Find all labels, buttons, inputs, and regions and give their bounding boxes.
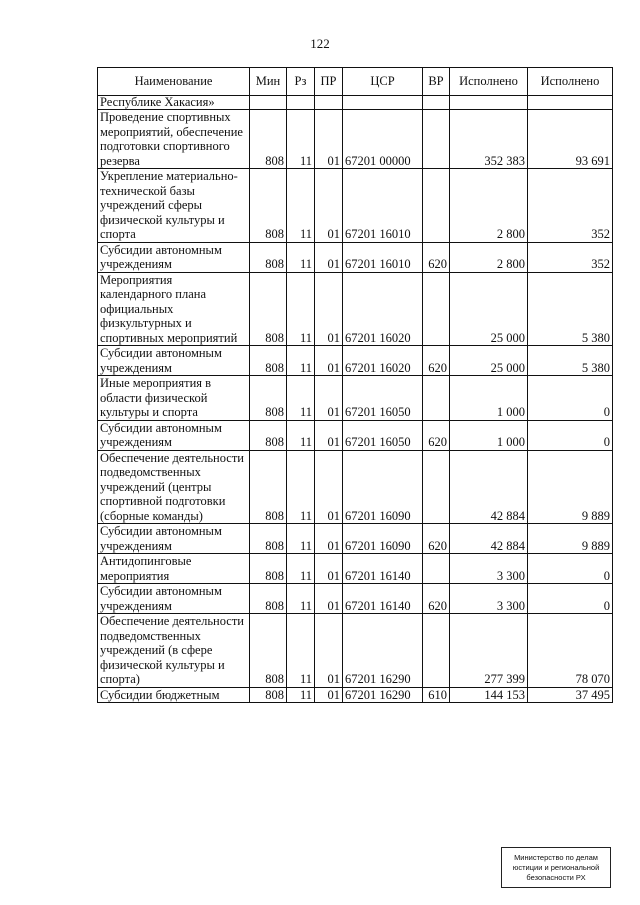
row-section: 11 <box>287 272 315 346</box>
row-section: 11 <box>287 450 315 524</box>
row-subsection: 01 <box>315 524 343 554</box>
row-name: Субсидии автономным учреждениям <box>98 346 250 376</box>
stamp-line: Министерство по делам <box>514 853 598 862</box>
row-expense-type: 610 <box>423 687 450 703</box>
table-row <box>98 584 613 614</box>
column-header: Рз <box>287 68 315 96</box>
row-section: 11 <box>287 420 315 450</box>
row-subsection: 01 <box>315 346 343 376</box>
row-executed-1: 42 884 <box>450 524 528 554</box>
budget-table <box>97 67 613 703</box>
row-executed-1: 2 800 <box>450 242 528 272</box>
row-target-article: 67201 16050 <box>343 376 423 421</box>
row-expense-type: 620 <box>423 584 450 614</box>
table-row <box>98 524 613 554</box>
row-executed-2: 78 070 <box>528 614 613 688</box>
table-row <box>98 169 613 243</box>
table-row <box>98 110 613 169</box>
stamp-line: безопасности РХ <box>526 873 586 882</box>
row-section: 11 <box>287 524 315 554</box>
row-name: Иные мероприятия в области физической культуры и спорта <box>98 376 250 421</box>
row-subsection: 01 <box>315 584 343 614</box>
row-name: Укрепление материально-технической базы учреждений сферы физической культуры и спорта <box>98 169 250 243</box>
table-row <box>98 346 613 376</box>
row-ministry: 808 <box>250 524 287 554</box>
row-subsection: 01 <box>315 272 343 346</box>
row-executed-2: 5 380 <box>528 272 613 346</box>
row-name: Субсидии автономным учреждениям <box>98 420 250 450</box>
row-expense-type: 620 <box>423 420 450 450</box>
row-ministry: 808 <box>250 450 287 524</box>
row-executed-1: 352 383 <box>450 110 528 169</box>
row-executed-2: 352 <box>528 169 613 243</box>
row-name: Проведение спортивных мероприятий, обеспечение подготовки спортивного резерва <box>98 110 250 169</box>
row-target-article: 67201 16050 <box>343 420 423 450</box>
row-ministry: 808 <box>250 420 287 450</box>
row-section: 11 <box>287 376 315 421</box>
row-name: Субсидии бюджетным <box>98 687 250 703</box>
column-header: ПР <box>315 68 343 96</box>
continuation-text: Республике Хакасия» <box>98 96 250 110</box>
row-ministry: 808 <box>250 272 287 346</box>
table-row <box>98 450 613 524</box>
row-target-article: 67201 16140 <box>343 584 423 614</box>
row-name: Субсидии автономным учреждениям <box>98 584 250 614</box>
row-target-article: 67201 16090 <box>343 450 423 524</box>
row-section: 11 <box>287 687 315 703</box>
row-subsection: 01 <box>315 420 343 450</box>
row-expense-type: 620 <box>423 524 450 554</box>
table-row <box>98 376 613 421</box>
row-subsection: 01 <box>315 554 343 584</box>
table-row <box>98 687 613 703</box>
row-executed-1: 42 884 <box>450 450 528 524</box>
row-executed-1: 1 000 <box>450 420 528 450</box>
row-section: 11 <box>287 554 315 584</box>
row-expense-type <box>423 169 450 243</box>
row-expense-type: 620 <box>423 242 450 272</box>
row-target-article: 67201 16140 <box>343 554 423 584</box>
row-name: Субсидии автономным учреждениям <box>98 524 250 554</box>
row-executed-1: 144 153 <box>450 687 528 703</box>
table-row <box>98 614 613 688</box>
row-executed-1: 2 800 <box>450 169 528 243</box>
row-name: Субсидии автономным учреждениям <box>98 242 250 272</box>
row-target-article: 67201 16090 <box>343 524 423 554</box>
column-header: ЦСР <box>343 68 423 96</box>
row-name: Мероприятия календарного плана официальных физкультурных и спортивных мероприятий <box>98 272 250 346</box>
row-subsection: 01 <box>315 687 343 703</box>
table-header-row <box>98 68 613 96</box>
row-ministry: 808 <box>250 554 287 584</box>
row-expense-type <box>423 450 450 524</box>
row-target-article: 67201 00000 <box>343 110 423 169</box>
row-section: 11 <box>287 614 315 688</box>
row-expense-type <box>423 272 450 346</box>
row-executed-2: 352 <box>528 242 613 272</box>
row-target-article: 67201 16010 <box>343 242 423 272</box>
row-ministry: 808 <box>250 110 287 169</box>
row-subsection: 01 <box>315 376 343 421</box>
row-ministry: 808 <box>250 584 287 614</box>
row-target-article: 67201 16010 <box>343 169 423 243</box>
row-executed-2: 9 889 <box>528 450 613 524</box>
registration-stamp <box>501 847 611 888</box>
row-executed-2: 0 <box>528 376 613 421</box>
row-section: 11 <box>287 584 315 614</box>
row-target-article: 67201 16290 <box>343 614 423 688</box>
row-name: Антидопинговые мероприятия <box>98 554 250 584</box>
row-name: Обеспечение деятельности подведомственных учреждений (в сфере физической культуры и спорта) <box>98 614 250 688</box>
row-section: 11 <box>287 110 315 169</box>
row-executed-2: 0 <box>528 584 613 614</box>
row-subsection: 01 <box>315 242 343 272</box>
row-expense-type <box>423 554 450 584</box>
row-expense-type <box>423 614 450 688</box>
table-row <box>98 242 613 272</box>
row-executed-1: 3 300 <box>450 554 528 584</box>
row-executed-1: 25 000 <box>450 272 528 346</box>
row-subsection: 01 <box>315 614 343 688</box>
row-executed-2: 0 <box>528 420 613 450</box>
stamp-line: юстиции и региональной <box>512 863 600 872</box>
row-executed-2: 9 889 <box>528 524 613 554</box>
column-header: ВР <box>423 68 450 96</box>
row-ministry: 808 <box>250 169 287 243</box>
row-target-article: 67201 16020 <box>343 272 423 346</box>
row-expense-type <box>423 376 450 421</box>
row-subsection: 01 <box>315 169 343 243</box>
row-subsection: 01 <box>315 110 343 169</box>
row-executed-2: 93 691 <box>528 110 613 169</box>
row-section: 11 <box>287 242 315 272</box>
column-header: Исполнено <box>450 68 528 96</box>
column-header: Мин <box>250 68 287 96</box>
row-section: 11 <box>287 169 315 243</box>
row-section: 11 <box>287 346 315 376</box>
row-target-article: 67201 16020 <box>343 346 423 376</box>
row-ministry: 808 <box>250 346 287 376</box>
table-row <box>98 272 613 346</box>
row-executed-1: 1 000 <box>450 376 528 421</box>
row-expense-type: 620 <box>423 346 450 376</box>
row-executed-2: 37 495 <box>528 687 613 703</box>
row-subsection: 01 <box>315 450 343 524</box>
table-row <box>98 554 613 584</box>
row-executed-1: 3 300 <box>450 584 528 614</box>
row-expense-type <box>423 110 450 169</box>
row-target-article: 67201 16290 <box>343 687 423 703</box>
column-header: Наименование <box>98 68 250 96</box>
row-executed-1: 277 399 <box>450 614 528 688</box>
row-ministry: 808 <box>250 614 287 688</box>
table-row <box>98 420 613 450</box>
column-header: Исполнено <box>528 68 613 96</box>
row-executed-2: 5 380 <box>528 346 613 376</box>
row-ministry: 808 <box>250 687 287 703</box>
page-number: 122 <box>310 36 330 51</box>
row-executed-2: 0 <box>528 554 613 584</box>
row-ministry: 808 <box>250 376 287 421</box>
row-executed-1: 25 000 <box>450 346 528 376</box>
row-ministry: 808 <box>250 242 287 272</box>
row-name: Обеспечение деятельности подведомственных учреждений (центры спортивной подготовки (сборные команды) <box>98 450 250 524</box>
continuation-row <box>98 96 613 110</box>
